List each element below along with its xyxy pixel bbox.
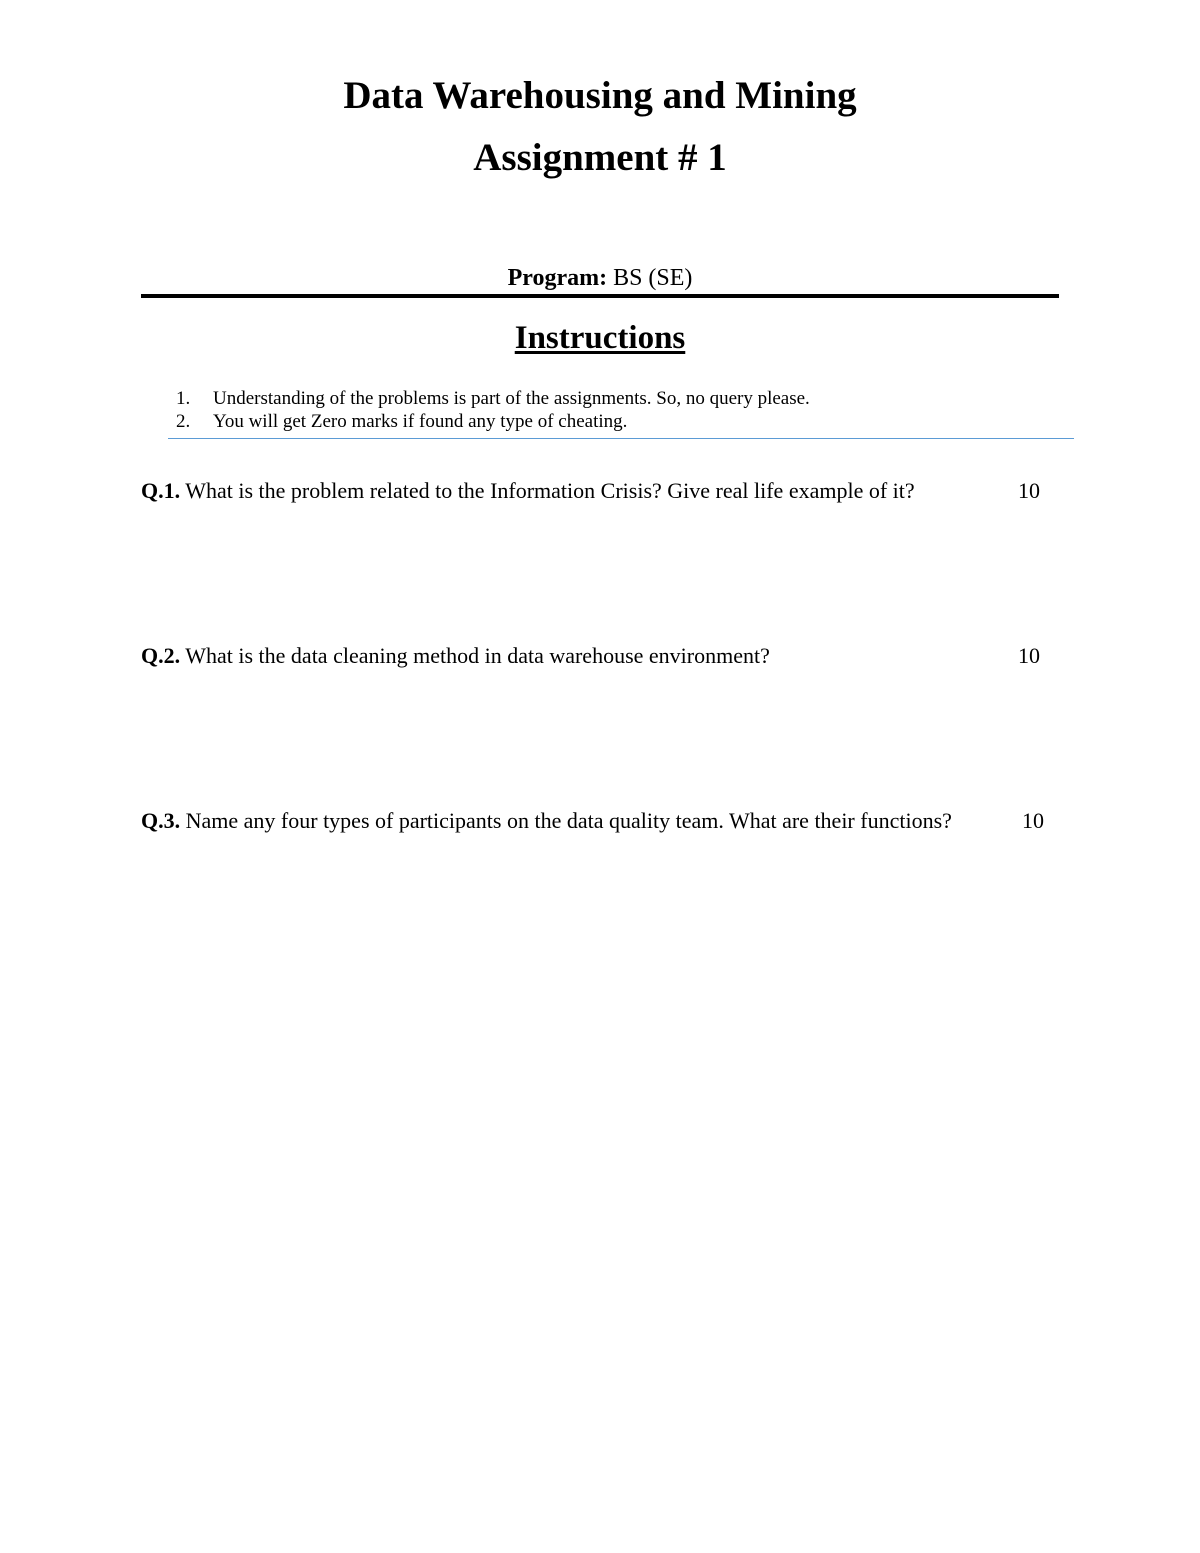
list-item-text: You will get Zero marks if found any type of cheating.	[213, 411, 628, 432]
question-marks: 10	[1018, 643, 1040, 668]
list-item-number: 2.	[176, 411, 191, 432]
question-text: Name any four types of participants on the data quality team. What are their functions?	[185, 808, 952, 833]
header-divider	[141, 294, 1059, 298]
instructions-heading: Instructions	[514, 320, 686, 356]
question-marks: 10	[1018, 478, 1040, 503]
assignment-number: Assignment # 1	[473, 136, 727, 179]
question-2	[141, 645, 1051, 667]
list-item-text: Understanding of the problems is part of the assignments. So, no query please.	[213, 388, 810, 409]
document-title: Data Warehousing and Mining	[343, 74, 857, 117]
question-text: What is the problem related to the Information Crisis? Give real life example of it?	[185, 478, 915, 503]
question-text: What is the data cleaning method in data warehouse environment?	[185, 643, 770, 668]
instructions-divider	[168, 438, 1074, 439]
question-number: Q.3.	[141, 808, 181, 833]
program-line	[0, 266, 1200, 290]
program-label: Program:	[507, 265, 608, 291]
list-item-number: 1.	[176, 388, 191, 409]
program-value: BS (SE)	[613, 265, 693, 291]
question-marks: 10	[1022, 808, 1044, 833]
list-item	[176, 387, 810, 410]
instructions-list	[176, 387, 810, 433]
question-number: Q.1.	[141, 478, 181, 503]
question-number: Q.2.	[141, 643, 181, 668]
list-item	[176, 410, 810, 433]
question-3	[141, 810, 1051, 832]
question-1	[141, 480, 1051, 502]
